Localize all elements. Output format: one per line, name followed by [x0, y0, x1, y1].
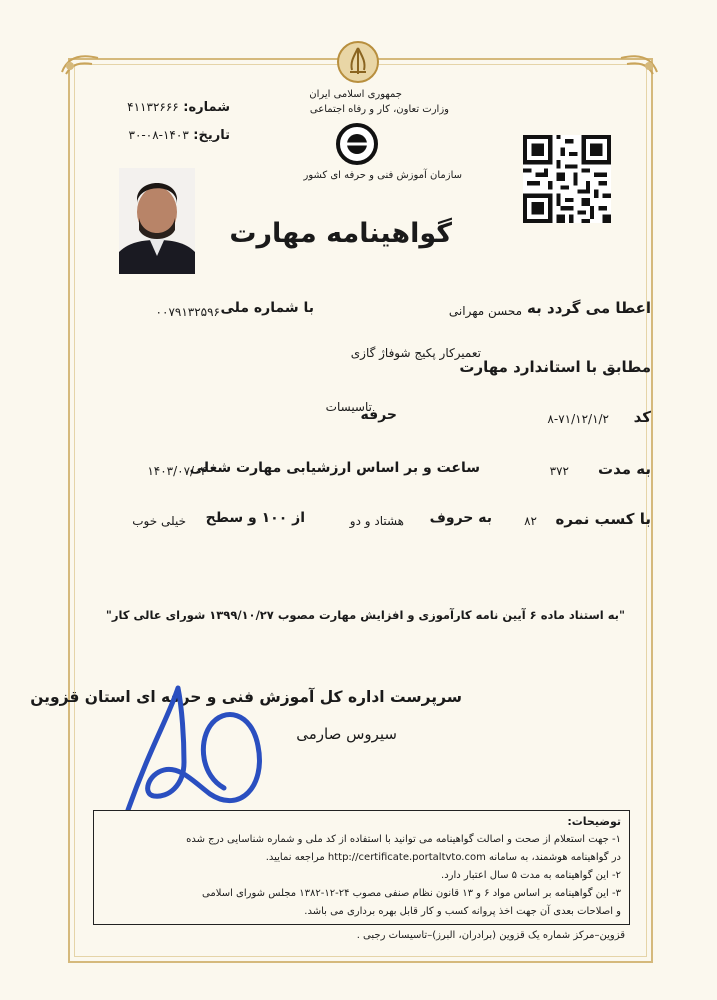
iran-emblem-icon — [336, 40, 380, 84]
trade-label: حرفه — [360, 407, 397, 423]
corner-ornament-top-left — [58, 50, 104, 78]
words-value: هشتاد و دو — [349, 514, 404, 528]
notes-box — [93, 810, 630, 925]
legal-citation: "به استناد ماده ۶ آیین نامه کارآموزی و افزایش مهارت مصوب ۱۳۹۹/۱۰/۲۷ شورای عالی کار" — [105, 608, 625, 622]
note-3: ۳- این گواهینامه بر اساس مواد ۶ و ۱۳ قانون نظام صنفی مصوب ۲۴-۱۲-۱۳۸۲ مجلس شورای اسلامی — [202, 888, 621, 899]
awarded-label: اعطا می گردد به — [527, 299, 651, 317]
signature-mark — [120, 678, 270, 818]
holder-name: محسن مهرانی — [448, 304, 522, 318]
holder-photo — [119, 168, 195, 274]
tvto-logo-icon — [335, 122, 379, 166]
duration-label: به مدت — [598, 460, 651, 478]
code-value: ۸-۷۱/۱۲/۱/۲ — [547, 412, 609, 426]
country-name: جمهوری اسلامی ایران — [309, 89, 402, 100]
note-3-continued: و اصلاحات بعدی آن جهت اخذ پروانه کسب و کار قابل بهره برداری می باشد. — [304, 906, 621, 917]
corner-ornament-top-right — [615, 50, 661, 78]
certificate-number — [127, 100, 230, 115]
code-label: کد — [633, 408, 651, 426]
signatory-title: سرپرست اداره کل آموزش فنی و حرفه ای استان قزوین — [30, 688, 462, 706]
number-value: ۴۱۱۳۲۶۶۶ — [127, 100, 179, 114]
trade-value: تاسیسات — [325, 400, 372, 414]
assessment-date: ۱۴۰۳/۰۷/۰۴ — [147, 464, 207, 478]
score-label: با کسب نمره — [555, 510, 651, 528]
signatory-name: سیروس صارمی — [296, 725, 397, 743]
number-label: شماره: — [183, 100, 230, 115]
assessment-label: ساعت و بر اساس ارزشیابی مهارت شغلی — [189, 460, 480, 476]
notes-heading: توضیحات: — [567, 815, 621, 828]
note-2: ۲- این گواهینامه به مدت ۵ سال اعتبار دارد. — [441, 870, 621, 881]
standard-label: مطابق با استاندارد مهارت — [459, 358, 651, 376]
out-of-label: از ۱۰۰ و سطح — [205, 510, 305, 526]
national-id-label: با شماره ملی — [220, 300, 314, 316]
certificate-title: گواهینامه مهارت — [229, 218, 452, 249]
note-1: ۱- جهت استعلام از صحت و اصالت گواهینامه می توانید با استفاده از کد ملی و شماره شناسایی درج شده — [186, 834, 621, 845]
organization-name: سازمان آموزش فنی و حرفه ای کشور — [303, 170, 462, 181]
standard-value: تعمیرکار پکیج شوفاژ گازی — [350, 346, 481, 360]
certificate-date — [129, 128, 230, 143]
ministry-name: وزارت تعاون، کار و رفاه اجتماعی — [309, 104, 449, 115]
national-id-value: ۰۰۷۹۱۳۲۵۹۶ — [155, 305, 220, 319]
note-1-continued: در گواهینامه هوشمند، به سامانه http://certificate.portaltvto.com مراجعه نمایید. — [265, 852, 621, 863]
words-label: به حروف — [429, 510, 492, 526]
duration-value: ۳۷۲ — [549, 464, 569, 478]
date-value: ۱۴۰۳-۰۸-۳۰ — [128, 128, 189, 142]
qr-code-icon — [523, 135, 611, 223]
score-value: ۸۲ — [524, 514, 537, 528]
issuing-center-address: قزوین–مرکز شماره یک قزوین (برادران، البرز)–تاسیسات رجبی . — [356, 930, 625, 941]
date-label: تاریخ: — [193, 128, 230, 143]
level-value: خیلی خوب — [132, 514, 186, 528]
